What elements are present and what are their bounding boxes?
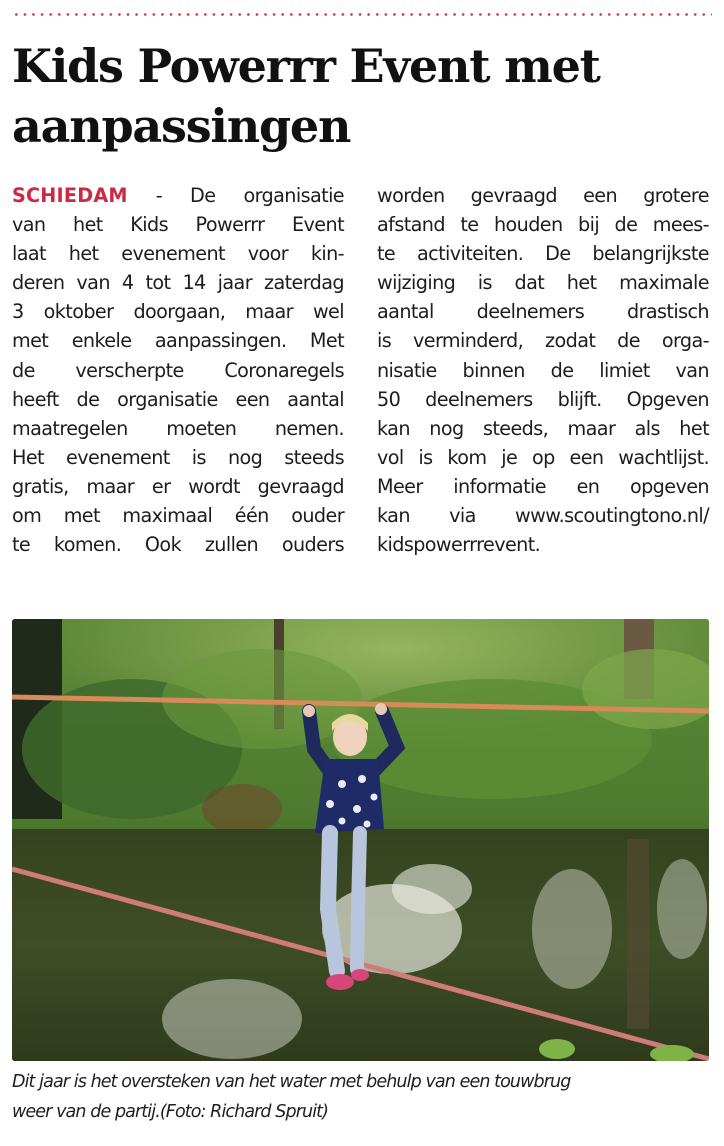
body-line: om met maximaal één ouder	[12, 504, 344, 528]
body-line: van het Kids Powerrr Event	[12, 213, 344, 237]
dateline: SCHIEDAM	[12, 184, 128, 207]
left-column	[12, 181, 344, 559]
body-line: te komen. Ook zullen ouders	[12, 533, 344, 557]
body-line: wijziging is dat het maximale	[377, 271, 709, 295]
photo-caption	[12, 1067, 712, 1127]
body-line: kidspowerrrevent.	[377, 533, 541, 557]
headline-line-1: Kids Powerrr Event met	[12, 39, 600, 93]
body-line: aantal deelnemers drastisch	[377, 300, 709, 324]
body-line: SCHIEDAM - De organisatie	[12, 184, 344, 207]
body-line: kan nog steeds, maar als het	[377, 416, 709, 440]
body-line: de verscherpte Coronaregels	[12, 358, 344, 382]
article-body	[12, 181, 709, 559]
dotted-divider	[12, 13, 712, 16]
caption-line-2: weer van de partij.(Foto: Richard Spruit)	[12, 1102, 329, 1122]
body-line: gratis, maar er wordt gevraagd	[12, 474, 344, 498]
article-photo	[12, 619, 709, 1061]
body-line: te activiteiten. De belangrijkste	[377, 242, 709, 266]
right-column	[377, 181, 709, 559]
body-line: afstand te houden bij de mees-	[377, 213, 709, 237]
caption-line-1: Dit jaar is het oversteken van het water met behulp van een touwbrug	[12, 1072, 571, 1092]
body-line: laat het evenement voor kin-	[12, 242, 344, 266]
body-line: Meer informatie en opgeven	[377, 474, 709, 498]
body-line: deren van 4 tot 14 jaar zaterdag	[12, 271, 344, 295]
body-line: worden gevraagd een grotere	[377, 184, 709, 207]
body-line: maatregelen moeten nemen.	[12, 416, 344, 440]
body-line: Het evenement is nog steeds	[12, 445, 344, 469]
body-line: kan via www.scoutingtono.nl/	[377, 504, 709, 528]
body-line: 50 deelnemers blijft. Opgeven	[377, 387, 709, 411]
body-line: vol is kom je op een wachtlijst.	[377, 445, 709, 469]
body-line: met enkele aanpassingen. Met	[12, 329, 344, 353]
body-line: is verminderd, zodat de orga-	[377, 329, 709, 353]
body-line: 3 oktober doorgaan, maar wel	[12, 300, 344, 324]
headline-line-2: aanpassingen	[12, 99, 351, 153]
article-headline	[12, 36, 712, 156]
body-line: nisatie binnen de limiet van	[377, 358, 709, 382]
body-line: heeft de organisatie een aantal	[12, 387, 344, 411]
